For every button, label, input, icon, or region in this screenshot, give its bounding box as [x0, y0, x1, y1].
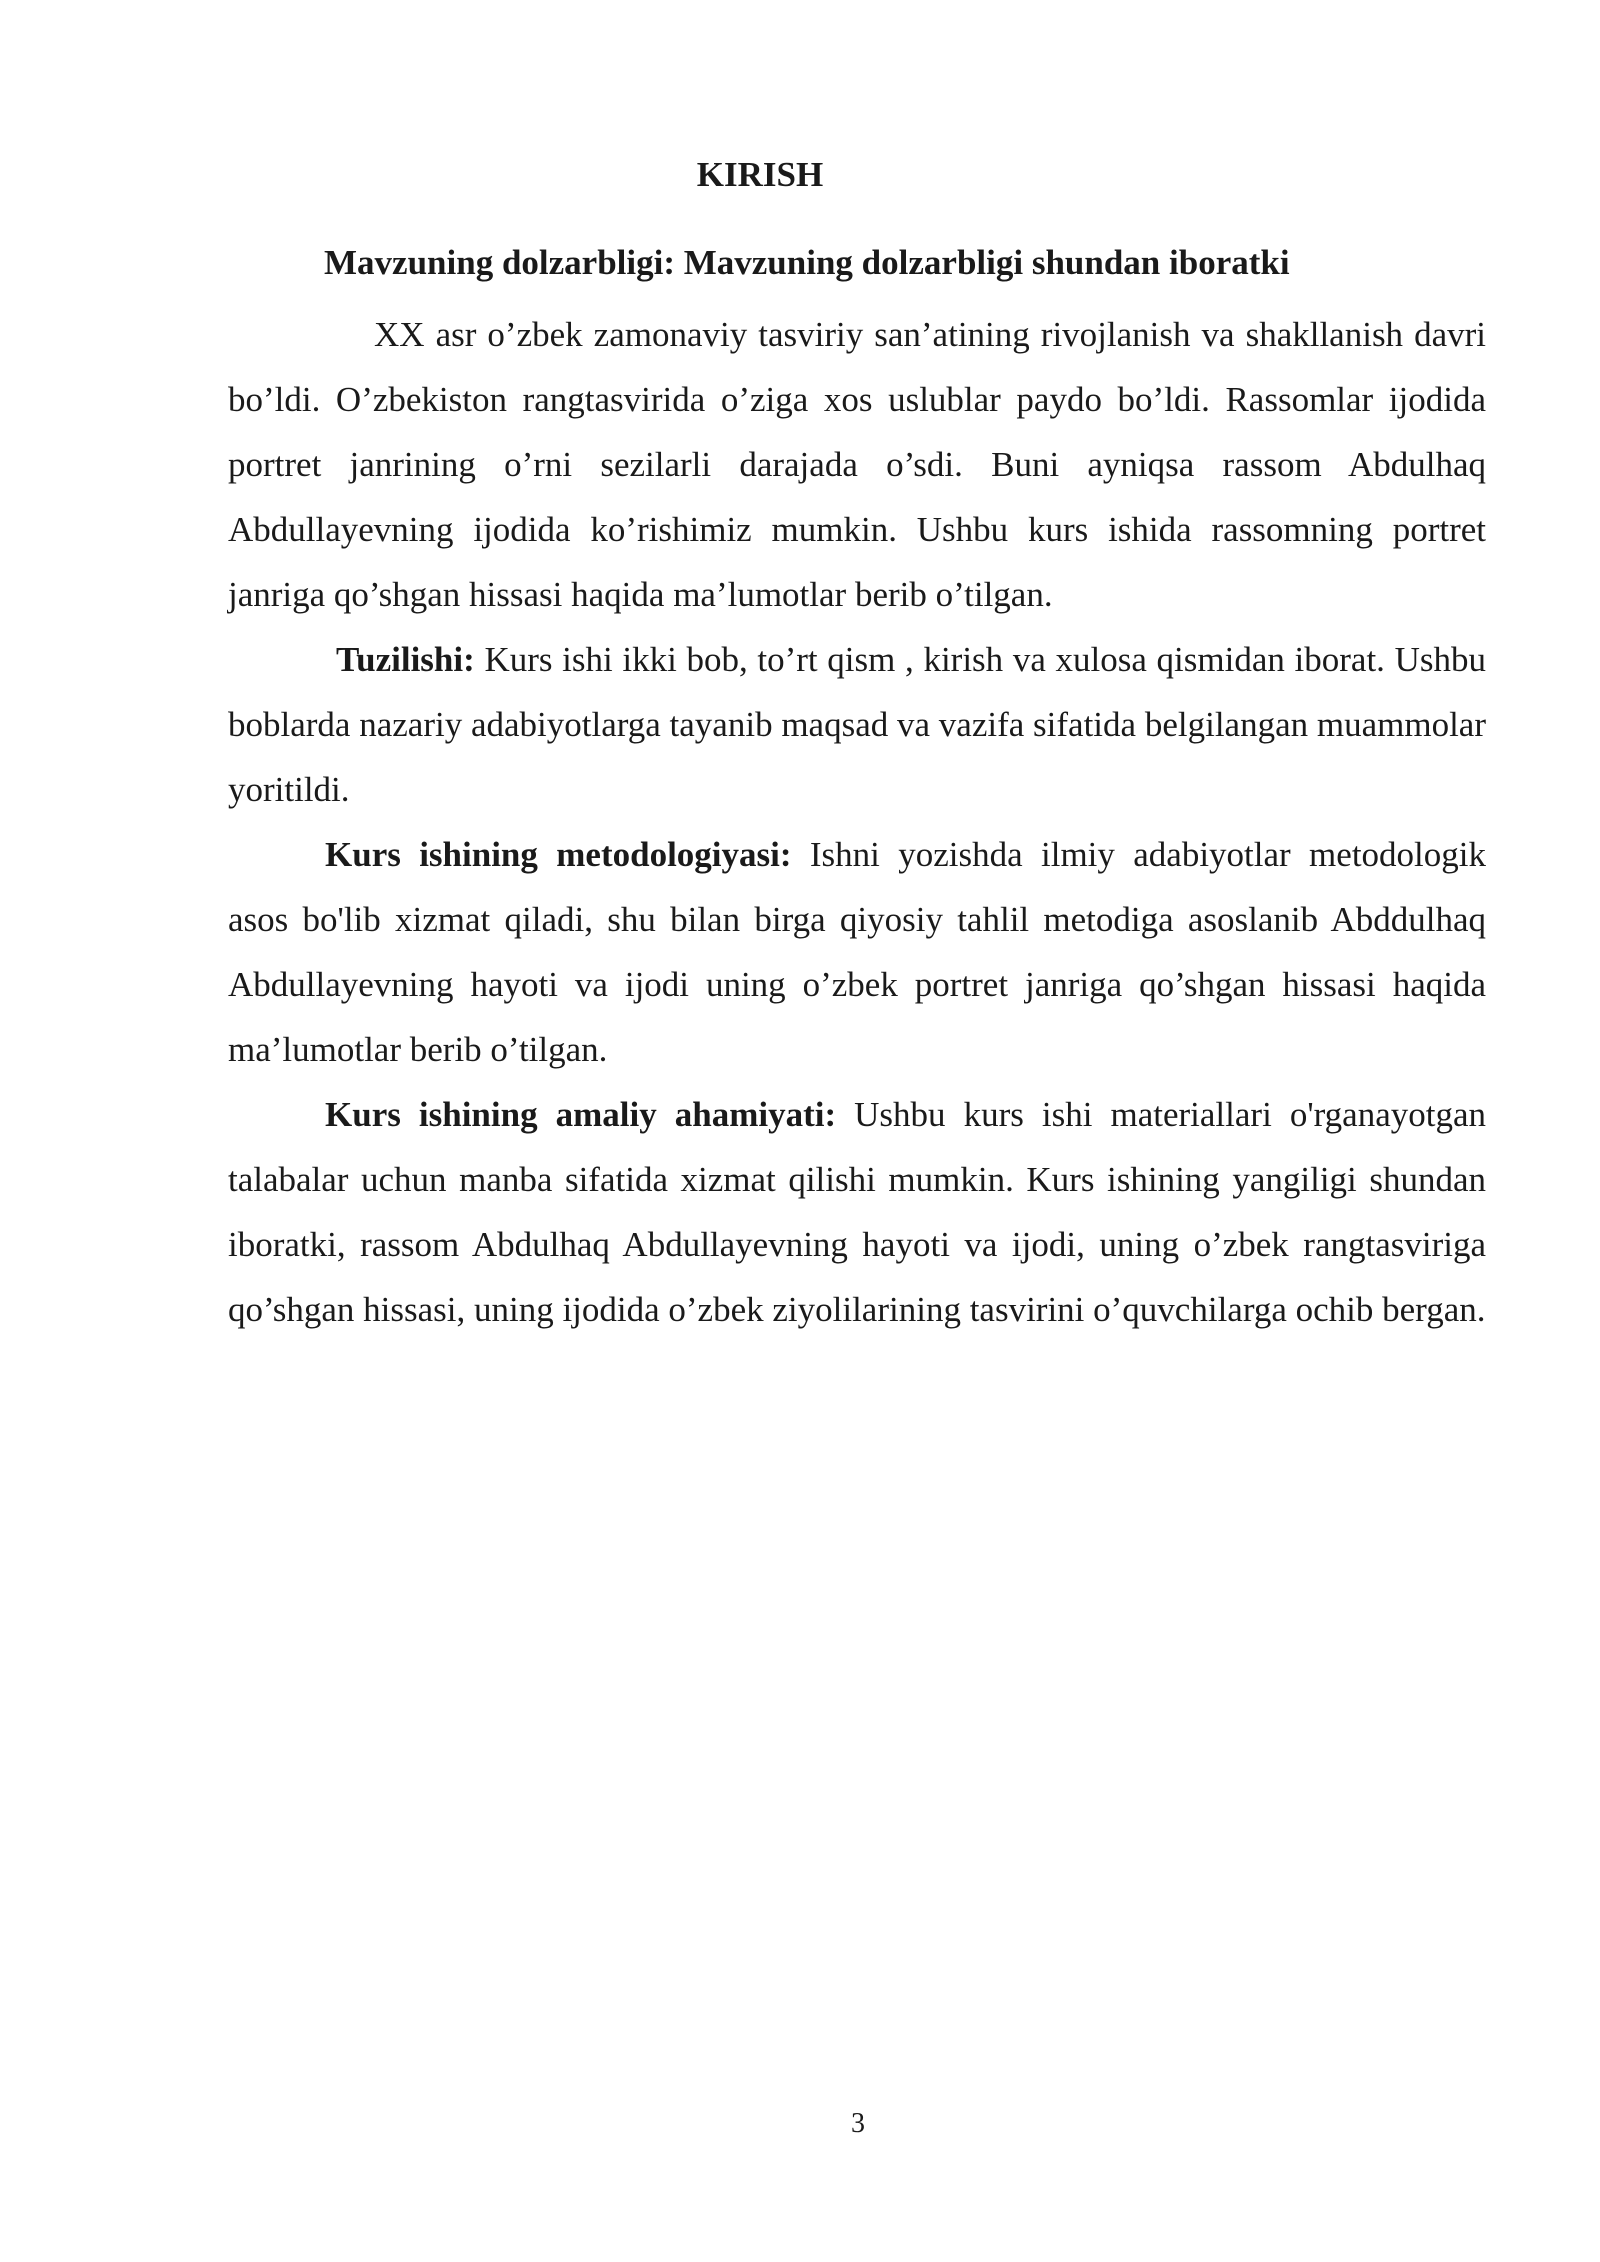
- paragraph-text: XX asr o’zbek zamonaviy tasviriy san’atining rivojlanish va shakllanish davri bo’ldi. O’zbekiston rangtasvirida o’ziga xos uslublar paydo bo’ldi. Rassomlar ijodida portret janrining o’rni sezilarli darajada o’sdi. Buni ayniqsa rassom Abdulhaq Abdullayevning ijodida ko’rishimiz mumkin. Ushbu kurs ishida rassomning portret janriga qo’shgan hissasi haqida ma’lumotlar berib o’tilgan.: [228, 315, 1486, 614]
- paragraph-introduction: [228, 302, 1486, 627]
- paragraph-lead: Tuzilishi:: [336, 640, 475, 679]
- body-text: [228, 302, 1486, 1342]
- paragraph-text: Kurs ishi ikki bob, to’rt qism , kirish va xulosa qismidan iborat. Ushbu boblarda nazariy adabiyotlarga tayanib maqsad va vazifa sifatida belgilangan muammolar yoritildi.: [228, 640, 1486, 809]
- relevance-subheading: Mavzuning dolzarbligi: Mavzuning dolzarbligi shundan iboratki: [324, 243, 1290, 282]
- page-number: 3: [851, 2108, 865, 2139]
- paragraph-structure: [228, 627, 1486, 822]
- paragraph-methodology: [228, 822, 1486, 1082]
- paragraph-practical-significance: [228, 1082, 1486, 1342]
- paragraph-lead: Kurs ishining amaliy ahamiyati:: [325, 1095, 837, 1134]
- paragraph-text: Ushbu kurs ishi materiallari o'rganayotgan talabalar uchun manba sifatida xizmat qilishi mumkin. Kurs ishining yangiligi shundan iboratki, rassom Abdulhaq Abdullayevning hayoti va ijodi, uning o’zbek rangtasviriga qo’shgan hissasi, uning ijodida o’zbek ziyolilarining tasvirini o’quvchilarga ochib bergan.: [228, 1095, 1486, 1329]
- paragraph-lead: Kurs ishining metodologiyasi:: [325, 835, 792, 874]
- section-heading: KIRISH: [696, 155, 824, 194]
- paragraph-text: Ishni yozishda ilmiy adabiyotlar metodologik asos bo'lib xizmat qiladi, shu bilan birga qiyosiy tahlil metodiga asoslanib Abddulhaq Abdullayevning hayoti va ijodi uning o’zbek portret janriga qo’shgan hissasi haqida ma’lumotlar berib o’tilgan.: [228, 835, 1486, 1069]
